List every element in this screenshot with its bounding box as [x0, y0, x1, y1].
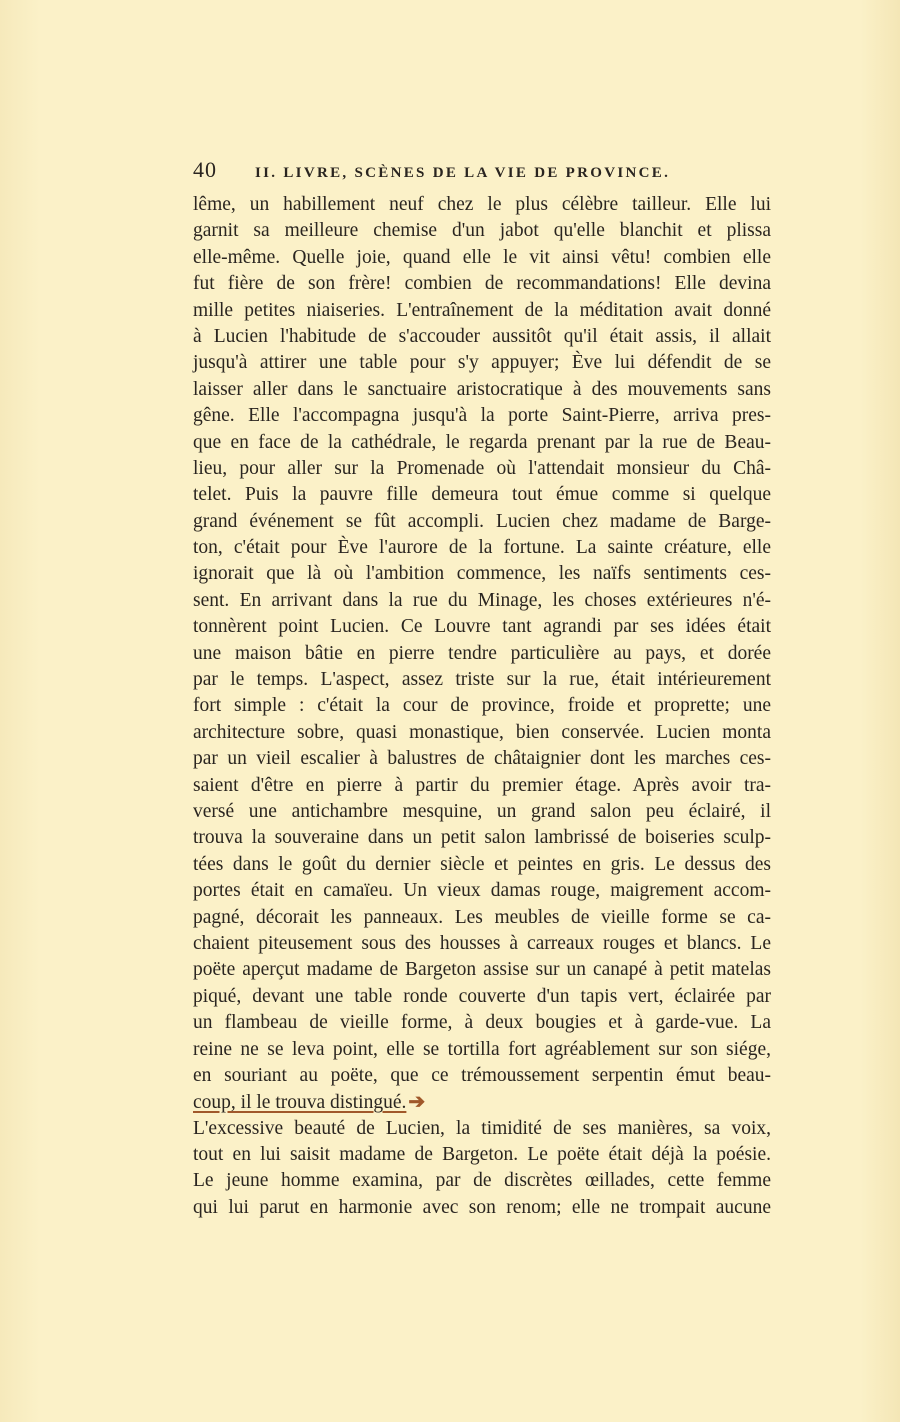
text-line: par un vieil escalier à balustres de châtaignier dont les marches ces- [193, 748, 771, 770]
text-line: gêne. Elle l'accompagna jusqu'à la porte Saint-Pierre, arriva pres- [193, 405, 771, 427]
underlined-line [193, 1089, 771, 1115]
page-number: 40 [193, 157, 217, 182]
pencil-arrow-icon: ➔ [408, 1091, 426, 1114]
text-line: piqué, devant une table ronde couverte d'un tapis vert, éclairée par [193, 985, 771, 1007]
text-line: fut fière de son frère! combien de recommandations! Elle devina [193, 273, 771, 295]
text-line: un flambeau de vieille forme, à deux bougies et à garde-vue. La [193, 1012, 771, 1034]
text-line: qui lui parut en harmonie avec son renom; elle ne trompait aucune [193, 1196, 771, 1218]
text-line: mille petites niaiseries. L'entraînement de la méditation avait donné [193, 299, 771, 321]
text-line: garnit sa meilleure chemise d'un jabot qu'elle blanchit et plissa [193, 220, 771, 242]
text-line: Le jeune homme examina, par de discrètes œillades, cette femme [193, 1170, 771, 1192]
text-line: que en face de la cathédrale, le regarda prenant par la rue de Beau- [193, 431, 771, 453]
text-line: tées dans le goût du dernier siècle et peintes en gris. Le dessus des [193, 853, 771, 875]
text-line: L'excessive beauté de Lucien, la timidité de ses manières, sa voix, [193, 1117, 771, 1139]
text-line: poëte aperçut madame de Bargeton assise sur un canapé à petit matelas [193, 959, 771, 981]
text-line: elle-même. Quelle joie, quand elle le vit ainsi vêtu! combien elle [193, 246, 771, 268]
text-line: une maison bâtie en pierre tendre particulière au pays, et dorée [193, 642, 771, 664]
text-line: trouva la souveraine dans un petit salon lambrissé de boiseries sculp- [193, 827, 771, 849]
text-line: lême, un habillement neuf chez le plus célèbre tailleur. Elle lui [193, 194, 771, 215]
text-line: par le temps. L'aspect, assez triste sur la rue, était intérieurement [193, 669, 771, 691]
text-line: tout en lui saisit madame de Bargeton. Le poëte était déjà la poésie. [193, 1144, 771, 1166]
text-line: laisser aller dans le sanctuaire aristocratique à des mouvements sans [193, 378, 771, 400]
text-line: chaient piteusement sous des housses à carreaux rouges et blancs. Le [193, 932, 771, 954]
text-line: pagné, décorait les panneaux. Les meubles de vieille forme se ca- [193, 906, 771, 928]
running-head: II. LIVRE, SCÈNES DE LA VIE DE PROVINCE. [255, 165, 671, 181]
text-line: reine ne se leva point, elle se tortilla fort agréablement sur son siége, [193, 1038, 771, 1060]
text-line: fort simple : c'était la cour de province, froide et proprette; une [193, 695, 771, 717]
text-line: jusqu'à attirer une table pour s'y appuyer; Ève lui défendit de se [193, 352, 771, 374]
text-line: telet. Puis la pauvre fille demeura tout émue comme si quelque [193, 484, 771, 506]
text-line: portes était en camaïeu. Un vieux damas rouge, maigrement accom- [193, 880, 771, 902]
text-line: ignorait que là où l'ambition commence, les naïfs sentiments ces- [193, 563, 771, 585]
text-line: à Lucien l'habitude de s'accouder aussitôt qu'il était assis, il allait [193, 325, 771, 347]
pencil-underline: coup, il le trouva distingué. [193, 1092, 407, 1114]
text-line: saient d'être en pierre à partir du premier étage. Après avoir tra- [193, 774, 771, 796]
text-line: en souriant au poëte, que ce trémoussement serpentin émut beau- [193, 1064, 771, 1086]
text-line: ton, c'était pour Ève l'aurore de la fortune. La sainte créature, elle [193, 537, 771, 559]
text-line: sent. En arrivant dans la rue du Minage, les choses extérieures n'é- [193, 589, 771, 611]
text-line: lieu, pour aller sur la Promenade où l'attendait monsieur du Châ- [193, 457, 771, 479]
page-header [193, 157, 771, 187]
body-text [193, 192, 771, 1221]
text-line: architecture sobre, quasi monastique, bien conservée. Lucien monta [193, 721, 771, 743]
text-line: versé une antichambre mesquine, un grand salon peu éclairé, il [193, 800, 771, 822]
text-line: tonnèrent point Lucien. Ce Louvre tant agrandi par ses idées était [193, 616, 771, 638]
text-line: grand événement se fût accompli. Lucien chez madame de Barge- [193, 510, 771, 532]
